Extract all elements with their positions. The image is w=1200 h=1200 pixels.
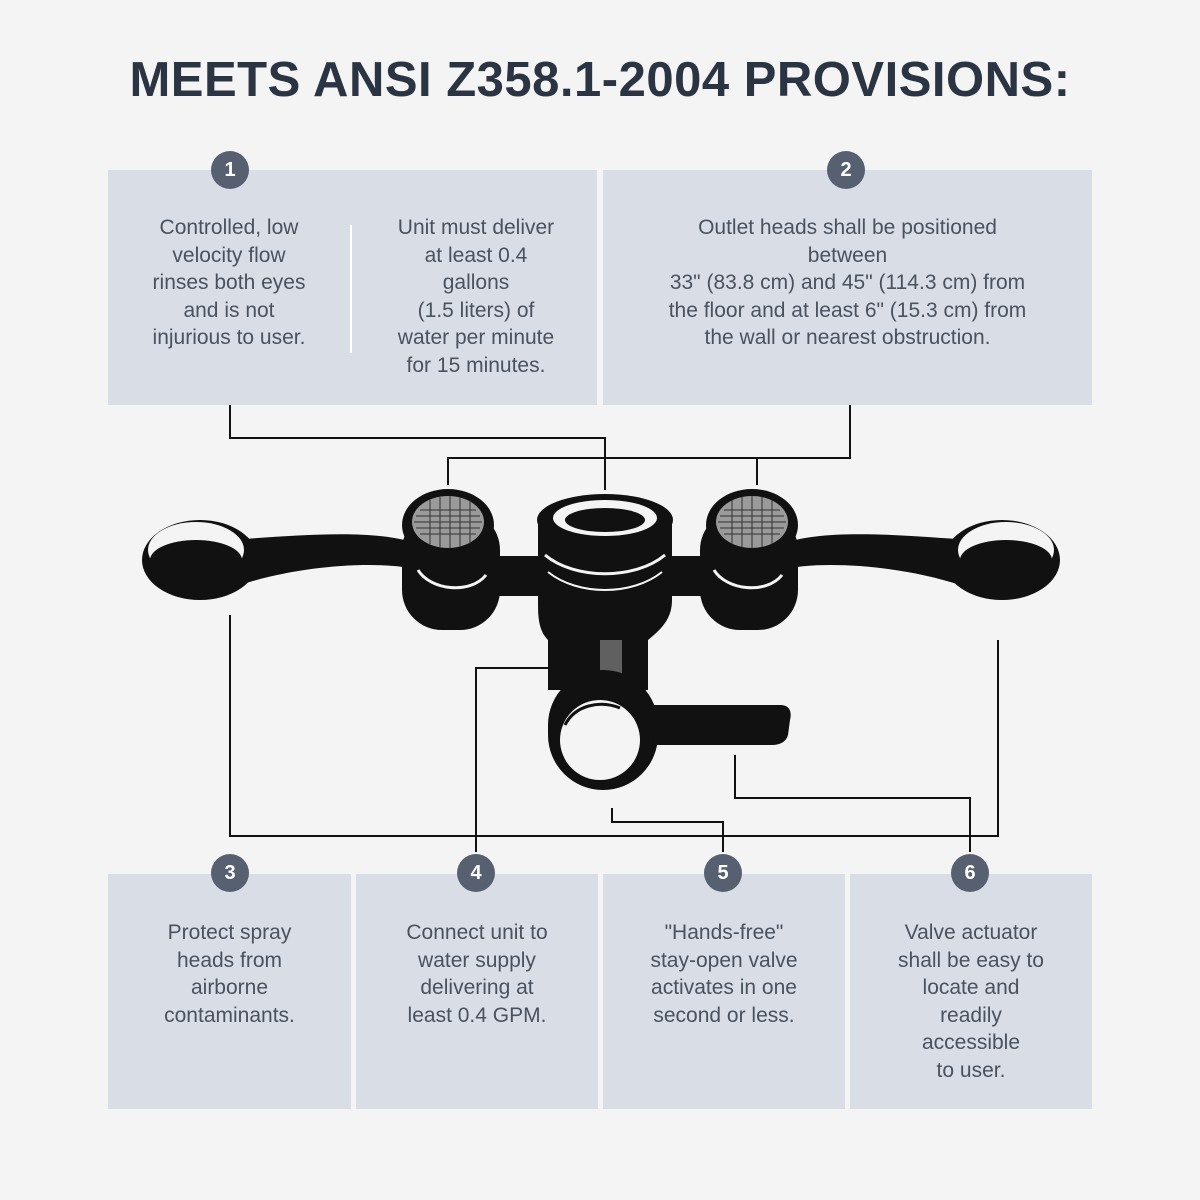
right-spray-head — [700, 489, 798, 630]
provision-4-text: Connect unit to water supply delivering at least 0.4 GPM. — [406, 921, 548, 1027]
left-connector — [497, 556, 545, 596]
left-spray-head — [402, 489, 500, 630]
badge-2: 2 — [827, 151, 865, 189]
badge-1: 1 — [211, 151, 249, 189]
valve-actuator-handle — [548, 670, 791, 790]
provision-6-text: Valve actuator shall be easy to locate and readily accessible to user. — [898, 921, 1044, 1082]
right-dust-cover — [780, 520, 1060, 600]
badge-6: 6 — [951, 854, 989, 892]
badge-5: 5 — [704, 854, 742, 892]
provision-1-text-a: Controlled, low velocity flow rinses both eyes and is not injurious to user. — [152, 216, 306, 349]
valve-body — [537, 494, 673, 690]
badge-3: 3 — [211, 854, 249, 892]
left-dust-cover — [142, 520, 420, 600]
provision-2-text: Outlet heads shall be positioned between 33" (83.8 cm) and 45" (114.3 cm) from the floor and at least 6" (15.3 cm) from the wall or nearest obstruction. — [668, 216, 1027, 349]
provision-1-text-b: Unit must deliver at least 0.4 gallons (1.5 liters) of water per minute for 15 minutes. — [397, 216, 555, 377]
provision-3-text: Protect spray heads from airborne contaminants. — [164, 921, 295, 1027]
badge-4: 4 — [457, 854, 495, 892]
page-title: MEETS ANSI Z358.1-2004 PROVISIONS: — [129, 53, 1071, 107]
provision-5-text: "Hands-free" stay-open valve activates in one second or less. — [650, 921, 798, 1027]
